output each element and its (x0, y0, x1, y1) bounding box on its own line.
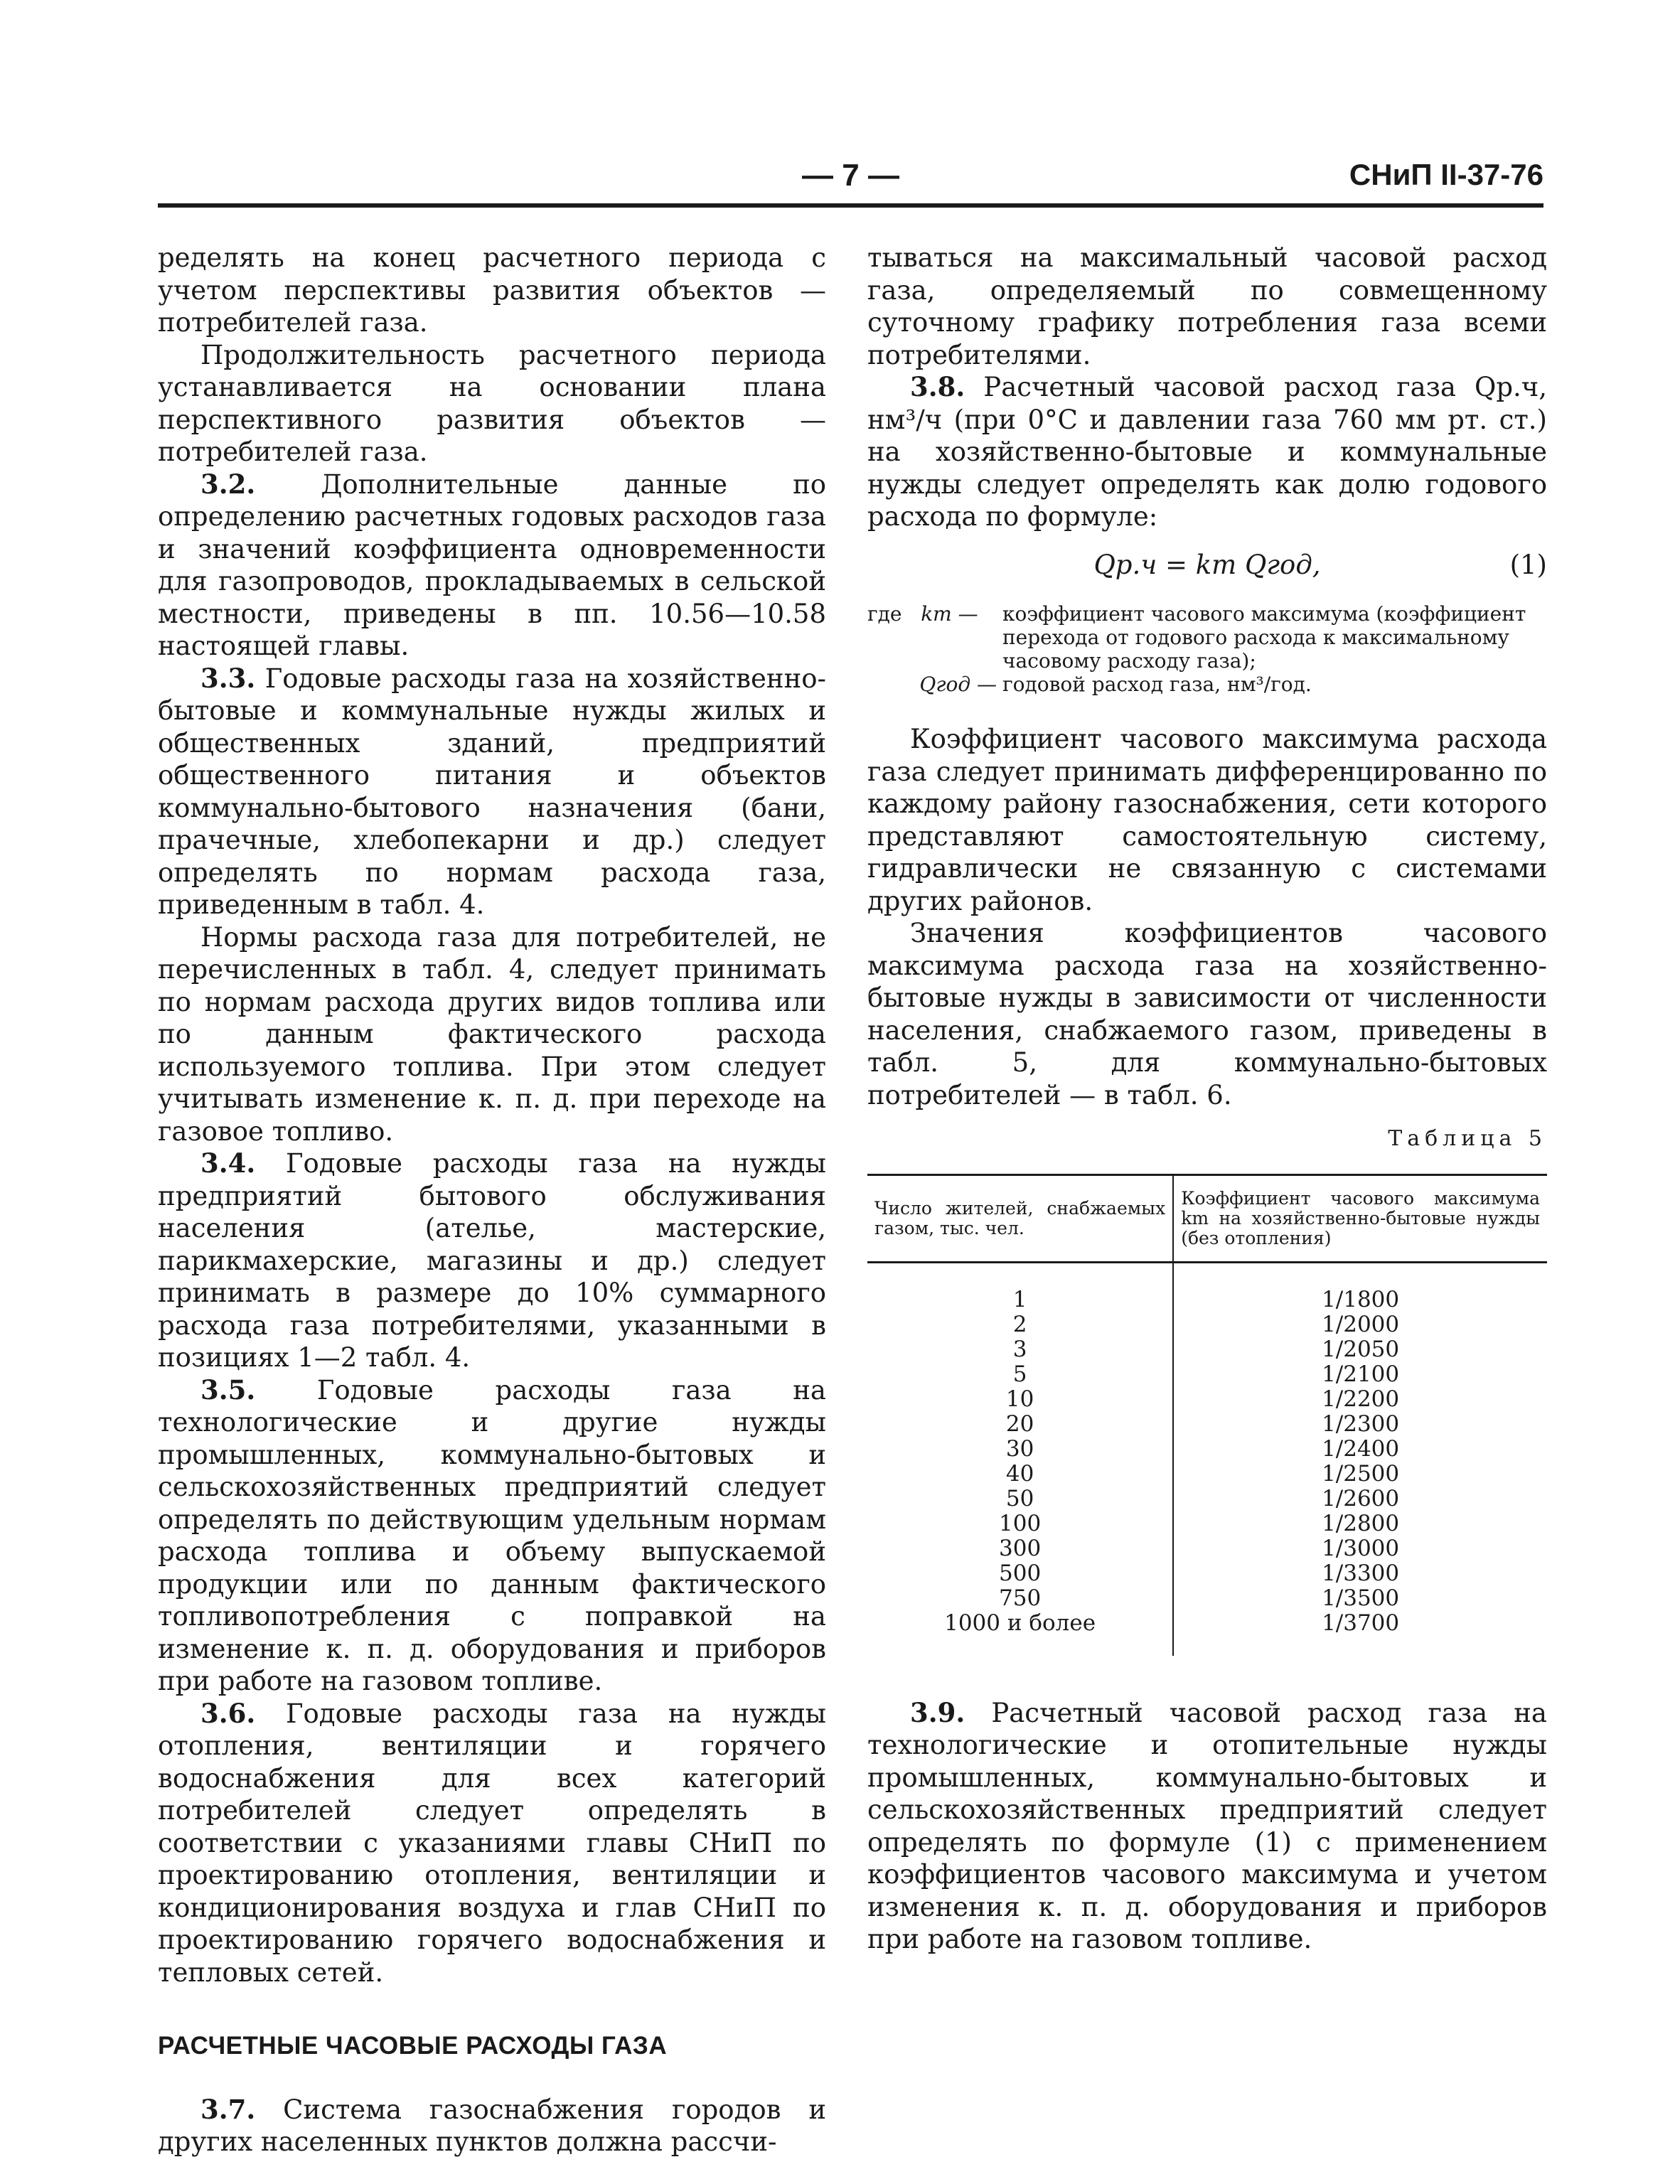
coefficient-cell: 1/2000 (1322, 1311, 1400, 1337)
page-number: — 7 — (802, 158, 899, 193)
clause-3-6 (158, 1698, 826, 1989)
clause-text: Расчетный часовой расход газа на технологические и отопительные нужды промышленных, коммунально-бытовых и сельскохозяйственных предприятий следует определять по формуле (1) с применением коэффициентов часового максимума и учетом изменения к. п. д. оборудования и приборов при работе на газовом топливе. (867, 1697, 1547, 1954)
coefficient-cell: 1/2200 (1322, 1386, 1400, 1412)
formula-number: (1) (1509, 549, 1547, 580)
clause-3-2 (158, 469, 826, 663)
clause-number: 3.3. (200, 662, 256, 694)
formula-legend (867, 602, 1547, 696)
table-row (867, 1536, 1547, 1561)
clause-3-9 (867, 1697, 1547, 1956)
clause-3-7 (158, 2094, 826, 2158)
table-header-row (867, 1174, 1547, 1262)
coefficient-cell: 1/1800 (1322, 1286, 1400, 1312)
coefficient-cell: 1/3000 (1322, 1535, 1400, 1561)
right-column (867, 242, 1547, 1956)
legend-row-qgod (867, 673, 1547, 696)
paragraph: тываться на максимальный часовой расход газа, определяемый по совмещенному суточному графику потребления газа всеми потребителями. (867, 242, 1547, 370)
document-code: СНиП II-37-76 (1349, 158, 1543, 191)
paragraph: ределять на конец расчетного периода с учетом перспективы развития объектов — потребителей газа. (158, 242, 826, 338)
table-row (867, 1487, 1547, 1511)
table-body (867, 1262, 1547, 1656)
legend-text: годовой расход газа, нм³/год. (1002, 673, 1312, 696)
table-row (867, 1262, 1547, 1312)
clause-text: Годовые расходы газа на нужды предприятий бытового обслуживания населения (ателье, мастерские, парикмахерские, магазины и др.) следует принимать в размере до 10% суммарного расхода газа потребителями, указанными в позициях 1—2 табл. 4. (158, 1148, 826, 1373)
clause-number: 3.7. (200, 2093, 256, 2125)
population-cell: 750 (867, 1586, 1173, 1611)
population-cell: 300 (867, 1536, 1173, 1561)
population-cell: 40 (867, 1462, 1173, 1487)
coefficient-cell: 1/3500 (1322, 1585, 1400, 1611)
clause-text: Годовые расходы газа на нужды отопления, вентиляции и горячего водоснабжения для всех категорий потребителей следует определять в соответствии с указаниями главы СНиП по проектированию отопления, вентиляции и кондиционирования воздуха и глав СНиП по проектированию горячего водоснабжения и тепловых сетей. (158, 1698, 826, 1988)
clause-3-4 (158, 1147, 826, 1374)
coefficient-cell: 1/2600 (1322, 1485, 1400, 1511)
clause-number: 3.2. (200, 468, 256, 500)
coefficient-cell: 1/2800 (1322, 1510, 1400, 1536)
table-row (867, 1337, 1547, 1362)
clause-text: Дополнительные данные по определению расчетных годовых расходов газа и значений коэффициента одновременности для газопроводов, прокладываемых в сельской местности, приведены в пп. 10.56—10.58 настоящей главы. (158, 469, 827, 661)
km-symbol: km — (921, 602, 978, 626)
coefficient-cell: 1/2500 (1322, 1460, 1400, 1487)
table-caption: Таблица 5 (1388, 1126, 1547, 1151)
legend-symbol (867, 602, 1002, 673)
legend-symbol (867, 673, 1002, 696)
clause-text: Годовые расходы газа на технологические и другие нужды промышленных, коммунально-бытовых и сельскохозяйственных предприятий следует определять по действующим удельным нормам расхода топлива и объему выпускаемой продукции или по данным фактического топливопотребления с поправкой на изменение к. п. д. оборудования и приборов при работе на газовом топливе. (158, 1374, 826, 1696)
coefficient-cell: 1/3700 (1322, 1610, 1400, 1636)
coefficient-cell: 1/3300 (1322, 1560, 1400, 1586)
clause-number: 3.5. (200, 1374, 256, 1406)
table-row (867, 1586, 1547, 1611)
clause-text: Годовые расходы газа на хозяйственно-бытовые и коммунальные нужды жилых и общественных зданий, предприятий общественного питания и объектов коммунально-бытового назначения (бани, прачечные, хлебопекарни и др.) следует определять по нормам расхода газа, приведенным в табл. 4. (158, 663, 827, 920)
paragraph: Коэффициент часового максимума расхода газа следует принимать дифференцированно по каждому району газоснабжения, сети которого представляют самостоятельную систему, гидравлически не связанную с системами других районов. (867, 724, 1547, 916)
population-cell: 100 (867, 1511, 1173, 1536)
coefficient-cell: 1/2100 (1322, 1361, 1400, 1387)
legend-row-km (867, 602, 1547, 673)
table-row (867, 1412, 1547, 1437)
header-rule (158, 203, 1543, 208)
paragraph: Значения коэффициентов часового максимума расхода газа на хозяйственно-бытовые нужды в зависимости от численности населения, снабжаемого газом, приведены в табл. 5, для коммунально-бытовых потребителей — в табл. 6. (867, 918, 1547, 1110)
population-cell: 2 (867, 1312, 1173, 1337)
formula (867, 549, 1547, 582)
coefficient-cell: 1/2400 (1322, 1435, 1400, 1462)
clause-text: Расчетный часовой расход газа Qр.ч, нм³/ч (при 0°С и давлении газа 760 мм рт. ст.) на хозяйственно-бытовые и коммунальные нужды следует определять как долю годового расхода по формуле: (867, 372, 1548, 532)
formula-expression: Qр.ч = km Qгод, (1093, 549, 1321, 580)
table-row (867, 1611, 1547, 1656)
paragraph: Нормы расхода газа для потребителей, не перечисленных в табл. 4, следует принимать по нормам расхода других видов топлива или по данным фактического расхода используемого топлива. При этом следует учитывать изменение к. п. д. при переходе на газовое топливо. (158, 921, 826, 1147)
population-cell: 1 (867, 1262, 1173, 1312)
qgod-symbol: Qгод — (919, 673, 997, 696)
where-word: где (867, 602, 902, 626)
clause-3-8 (867, 371, 1547, 533)
clause-number: 3.8. (910, 371, 965, 402)
table-row (867, 1437, 1547, 1462)
clause-text: Система газоснабжения городов и других населенных пунктов должна рассчи- (158, 2094, 826, 2157)
population-cell: 20 (867, 1412, 1173, 1437)
paragraph: Продолжительность расчетного периода устанавливается на основании плана перспективного развития объектов — потребителей газа. (158, 339, 826, 467)
column-header-population: Число жителей, снабжаемых газом, тыс. чел. (867, 1174, 1173, 1262)
population-cell: 50 (867, 1487, 1173, 1511)
coefficient-cell: 1/2050 (1322, 1336, 1400, 1362)
population-cell: 1000 и более (867, 1611, 1173, 1656)
page-header (158, 158, 1543, 208)
column-header-coefficient: Коэффициент часового максимума km на хозяйственно-бытовые нужды (без отопления) (1173, 1174, 1547, 1262)
population-cell: 500 (867, 1561, 1173, 1586)
clause-3-5 (158, 1374, 826, 1698)
table-5 (867, 1174, 1547, 1656)
population-cell: 10 (867, 1387, 1173, 1412)
table-row (867, 1462, 1547, 1487)
table-row (867, 1511, 1547, 1536)
clause-number: 3.9. (910, 1696, 965, 1728)
table-row (867, 1387, 1547, 1412)
legend-text: коэффициент часового максимума (коэффициент перехода от годового расхода к максимальному часовому расходу газа); (1002, 602, 1526, 673)
coefficient-cell: 1/2300 (1322, 1410, 1400, 1437)
left-column (158, 242, 826, 2158)
population-cell: 3 (867, 1337, 1173, 1362)
population-cell: 5 (867, 1362, 1173, 1387)
table-row (867, 1561, 1547, 1586)
clause-number: 3.4. (200, 1147, 256, 1179)
section-title: РАСЧЕТНЫЕ ЧАСОВЫЕ РАСХОДЫ ГАЗА (158, 2032, 668, 2060)
table-row (867, 1362, 1547, 1387)
table-row (867, 1312, 1547, 1337)
population-cell: 30 (867, 1437, 1173, 1462)
clause-number: 3.6. (200, 1697, 256, 1729)
clause-3-3 (158, 663, 826, 921)
